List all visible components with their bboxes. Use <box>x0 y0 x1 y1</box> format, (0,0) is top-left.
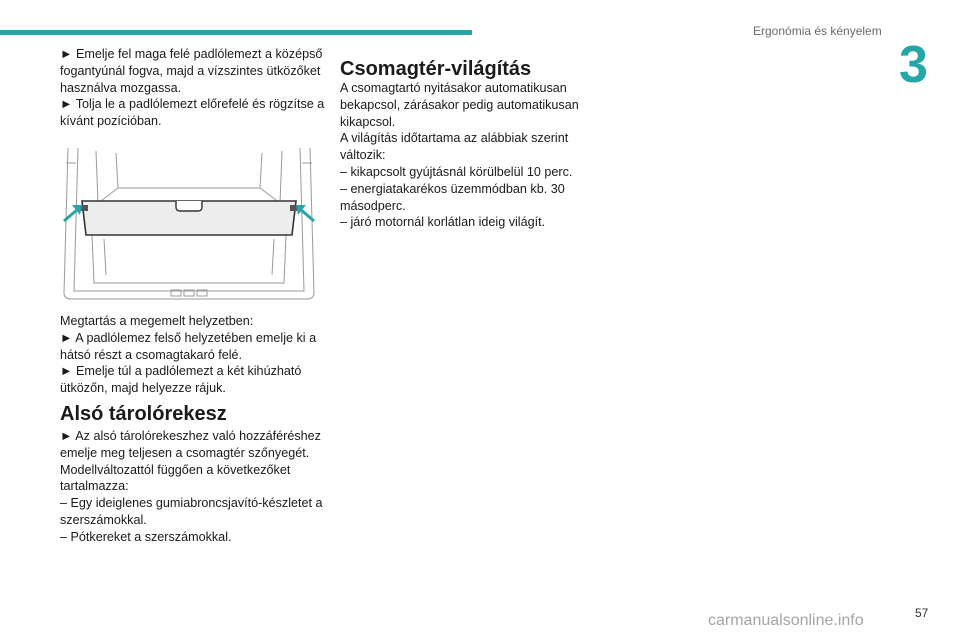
text-line: bekapcsol, zárásakor pedig automatikusan <box>340 97 579 112</box>
chapter-number: 3 <box>899 36 928 94</box>
text-line: hátsó részt a csomagtakaró felé. <box>60 347 243 362</box>
intro-text <box>60 46 328 130</box>
text-line: ► Emelje túl a padlólemezt a két kihúzható <box>60 364 302 379</box>
section-heading: Alsó tárolórekesz <box>60 403 227 425</box>
lower-storage-text <box>60 428 328 546</box>
text-line: fogantyúnál fogva, majd a vízszintes ütközőket <box>60 63 321 78</box>
text-line: ► Tolja le a padlólemezt előrefelé és rögzítse a <box>60 97 325 112</box>
text-line: ütközőn, majd helyezze rájuk. <box>60 381 226 396</box>
text-line: A világítás időtartama az alábbiak szerint <box>340 131 569 146</box>
watermark: carmanualsonline.info <box>708 612 864 629</box>
text-line: másodperc. <box>340 198 406 213</box>
page-number: 57 <box>915 606 929 620</box>
trunk-lighting-text <box>340 80 580 231</box>
section-heading: Csomagtér-világítás <box>340 58 532 80</box>
text-line: – Pótkereket a szerszámokkal. <box>60 529 232 544</box>
text-line: ► Emelje fel maga felé padlólemezt a középső <box>60 47 323 61</box>
text-line: használva mozgassa. <box>60 80 182 95</box>
held-position-text <box>60 313 328 397</box>
trunk-floor-panel-illustration <box>58 143 320 303</box>
section-title: Ergonómia és kényelem <box>753 24 882 38</box>
header-accent-bar <box>0 30 472 35</box>
text-line: – kikapcsolt gyújtásnál körülbelül 10 perc. <box>340 164 573 179</box>
text-line: ► Az alsó tárolórekeszhez való hozzáféréshez <box>60 429 321 443</box>
text-line: Modellváltozattól függően a következőket <box>60 462 291 477</box>
text-line: ► A padlólemez felső helyzetében emelje ki a <box>60 330 317 345</box>
text-line: A csomagtartó nyitásakor automatikusan <box>340 81 567 95</box>
trunk-lighting-heading-block <box>340 57 590 81</box>
text-line: kívánt pozícióban. <box>60 114 162 129</box>
text-line: szerszámokkal. <box>60 512 147 527</box>
text-line: – Egy ideiglenes gumiabroncsjavító-készletet a <box>60 496 323 511</box>
text-line: emelje meg teljesen a csomagtér szőnyegét. <box>60 445 310 460</box>
text-line: – járó motornál korlátlan ideig világít. <box>340 215 546 230</box>
text-line: tartalmazza: <box>60 479 129 494</box>
lower-storage-heading-block <box>60 402 328 426</box>
text-line: Megtartás a megemelt helyzetben: <box>60 314 254 328</box>
text-line: kikapcsol. <box>340 114 396 129</box>
text-line: – energiatakarékos üzemmódban kb. 30 <box>340 181 565 196</box>
text-line: változik: <box>340 148 386 163</box>
